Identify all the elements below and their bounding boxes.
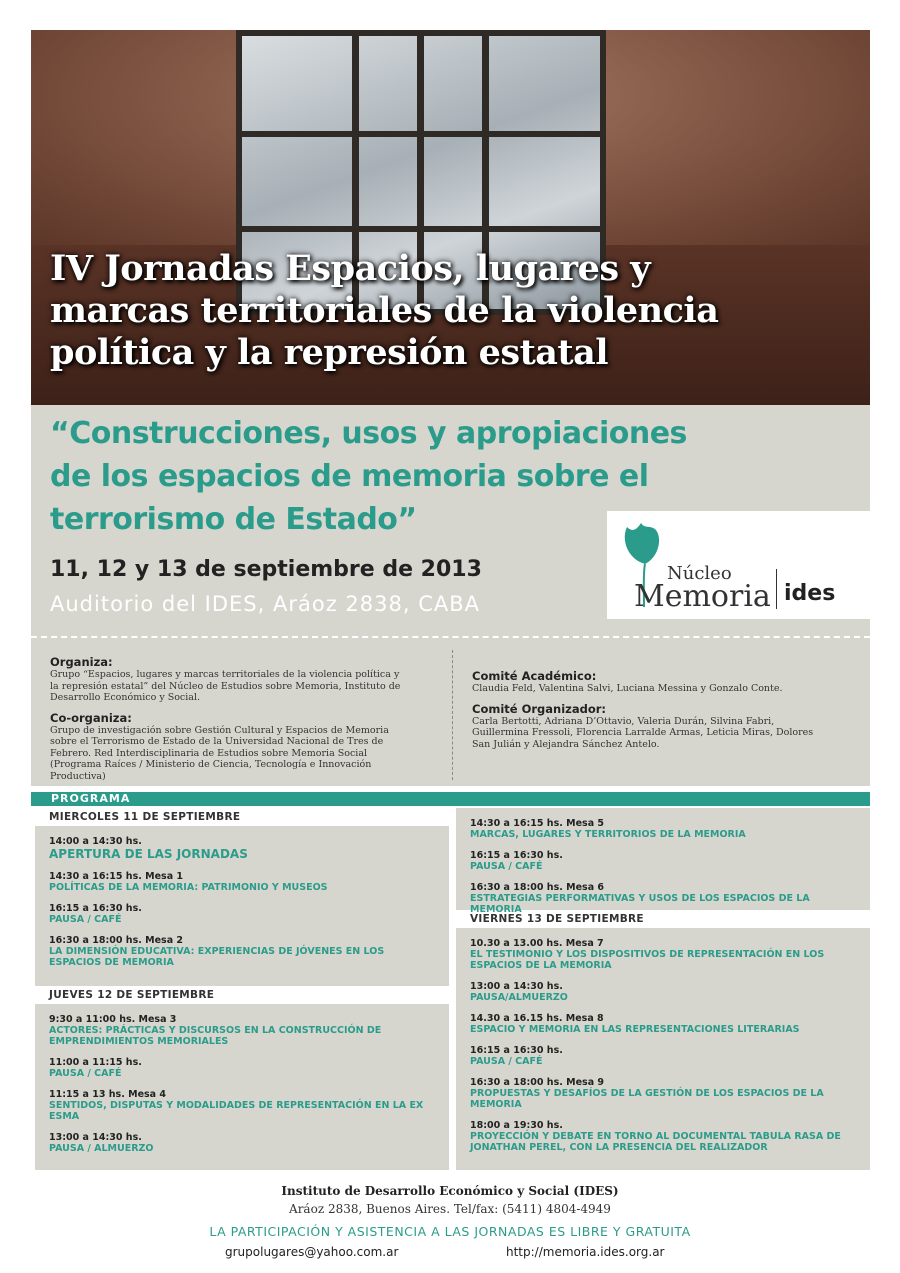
program-item (49, 1047, 435, 1079)
title-line: marcas territoriales de la violencia (50, 290, 719, 331)
academico-label: Comité Académico: (472, 669, 597, 683)
item-time: 13:00 a 14:30 hs. (49, 1132, 142, 1143)
program-item (49, 1004, 435, 1047)
window-transom (242, 131, 600, 137)
day-events (456, 808, 870, 915)
item-title: PAUSA/ALMUERZO (470, 992, 568, 1003)
logo-nucleo: Núcleo (667, 563, 732, 584)
footer-institution: Instituto de Desarrollo Económico y Social (IDES) (281, 1184, 619, 1198)
logo-divider (776, 569, 777, 609)
item-title: ACTORES: PRÁCTICAS Y DISCURSOS EN LA CONSTRUCCIÓN DE EMPRENDIMIENTOS MEMORIALES (49, 1025, 382, 1047)
item-time: 16:15 a 16:30 hs. (470, 1045, 563, 1056)
coorganiza-text: Grupo de investigación sobre Gestión Cultural y Espacios de Memoria sobre el Terrorismo de Estado de la Universidad Nacional de Tres de Febrero. Red Interdisciplinaria de Estudios sobre Memoria Social (Programa Raíces / Ministerio de Ciencia, Tecnología e Innovación Productiva) (50, 724, 389, 782)
event-dates: 11, 12 y 13 de septiembre de 2013 (50, 557, 482, 582)
day-events (35, 1004, 449, 1170)
organizers-left (50, 655, 410, 789)
event-title (50, 248, 850, 374)
nucleo-memoria-logo (607, 511, 870, 619)
program-item (470, 971, 856, 1003)
item-title: APERTURA DE LAS JORNADAS (49, 847, 248, 861)
item-title: PAUSA / CAFÉ (49, 914, 122, 925)
footer-address: Aráoz 2838, Buenos Aires. Tel/fax: (5411) 4804-4949 (289, 1202, 611, 1216)
organizador-text: Carla Bertotti, Adriana D’Ottavio, Valeria Durán, Silvina Fabri, Guillermina Fressoli, Florencia Larralde Armas, Leticia Miras, Dolores San Julián y Alejandra Sánchez Antelo. (472, 715, 814, 750)
item-time: 14.30 a 16.15 hs. Mesa 8 (470, 1013, 604, 1024)
organiza-text: Grupo “Espacios, lugares y marcas territoriales de la violencia política y la represión estatal” del Núcleo de Estudios sobre Memoria, Instituto de Desarrollo Económico y Social. (50, 669, 401, 703)
day-heading: VIERNES 13 DE SEPTIEMBRE (470, 913, 644, 925)
item-title: PAUSA / CAFÉ (470, 1056, 543, 1067)
day-heading: JUEVES 12 DE SEPTIEMBRE (49, 989, 215, 1001)
item-time: 18:00 a 19:30 hs. (470, 1120, 563, 1131)
footer-email-link[interactable]: grupolugares@yahoo.com.ar (225, 1245, 399, 1259)
subtitle-line: “Construcciones, usos y apropiaciones (50, 416, 687, 451)
item-time: 14:30 a 16:15 hs. Mesa 5 (470, 818, 605, 829)
item-title: PROPUESTAS Y DESAFÍOS DE LA GESTIÓN DE LOS ESPACIOS DE LA MEMORIA (470, 1088, 824, 1110)
program-item (49, 1079, 435, 1122)
item-title: MARCAS, LUGARES Y TERRITORIOS DE LA MEMORIA (470, 829, 746, 840)
program-item (470, 808, 856, 840)
footer-web-link[interactable]: http://memoria.ides.org.ar (506, 1245, 665, 1259)
item-time: 14:00 a 14:30 hs. (49, 836, 142, 847)
program-item (49, 861, 435, 893)
logo-ides: ides (784, 581, 836, 606)
program-item (470, 1110, 856, 1153)
program-item (49, 1122, 435, 1154)
item-time: 13:00 a 14:30 hs. (470, 981, 563, 992)
item-time: 11:15 a 13 hs. Mesa 4 (49, 1089, 167, 1100)
item-title: ESPACIO Y MEMORIA EN LAS REPRESENTACIONES LITERARIAS (470, 1024, 800, 1035)
program-item (470, 1035, 856, 1067)
organizers-right (472, 669, 822, 757)
day-events (456, 928, 870, 1170)
program-right-column (456, 808, 870, 1170)
item-time: 14:30 a 16:15 hs. Mesa 1 (49, 871, 184, 882)
day-events (35, 826, 449, 986)
program-left-column (35, 808, 449, 1170)
item-title: LA DIMENSIÓN EDUCATIVA: EXPERIENCIAS DE JÓVENES EN LOS ESPACIOS DE MEMORIA (49, 946, 385, 968)
program-item (49, 925, 435, 968)
title-line: política y la represión estatal (50, 332, 609, 373)
title-line: IV Jornadas Espacios, lugares y (50, 248, 651, 289)
program-item (470, 840, 856, 872)
day-heading: MIERCOLES 11 DE SEPTIEMBRE (49, 811, 241, 823)
coorganiza-label: Co-organiza: (50, 710, 132, 725)
item-time: 16:30 a 18:00 hs. Mesa 9 (470, 1077, 605, 1088)
item-title: PAUSA / CAFÉ (470, 861, 543, 872)
item-time: 11:00 a 11:15 hs. (49, 1057, 142, 1068)
item-title: ESTRATEGIAS PERFORMATIVAS Y USOS DE LOS ESPACIOS DE LA MEMORIA (470, 893, 810, 915)
item-time: 16:15 a 16:30 hs. (470, 850, 563, 861)
subtitle-line: de los espacios de memoria sobre el (50, 459, 649, 494)
dashed-divider (31, 636, 870, 638)
event-venue: Auditorio del IDES, Aráoz 2838, CABA (50, 592, 480, 616)
item-time: 9:30 a 11:00 hs. Mesa 3 (49, 1014, 177, 1025)
subtitle-line: terrorismo de Estado” (50, 502, 417, 537)
programa-bar (31, 792, 870, 806)
item-title: PROYECCIÓN Y DEBATE EN TORNO AL DOCUMENTAL TABULA RASA DE JONATHAN PEREL, CON LA PRESENCIA DEL REALIZADOR (470, 1131, 841, 1153)
item-title: POLÍTICAS DE LA MEMORIA: PATRIMONIO Y MUSEOS (49, 882, 328, 893)
program-item (470, 872, 856, 915)
academico-text: Claudia Feld, Valentina Salvi, Luciana Messina y Gonzalo Conte. (472, 683, 783, 694)
programa-label: PROGRAMA (51, 792, 131, 805)
item-title: PAUSA / ALMUERZO (49, 1143, 154, 1154)
program-item (470, 1003, 856, 1035)
item-title: EL TESTIMONIO Y LOS DISPOSITIVOS DE REPRESENTACIÓN EN LOS ESPACIOS DE LA MEMORIA (470, 949, 825, 971)
item-title: PAUSA / CAFÉ (49, 1068, 122, 1079)
logo-memoria: Memoria (634, 579, 771, 614)
organizers-separator (452, 650, 453, 780)
program-item (470, 1067, 856, 1110)
organiza-label: Organiza: (50, 655, 113, 669)
organizador-label: Comité Organizador: (472, 701, 606, 716)
item-time: 10.30 a 13.00 hs. Mesa 7 (470, 938, 604, 949)
item-time: 16:30 a 18:00 hs. Mesa 6 (470, 882, 605, 893)
program-item (49, 826, 435, 861)
item-time: 16:30 a 18:00 hs. Mesa 2 (49, 935, 184, 946)
footer-free-notice: LA PARTICIPACIÓN Y ASISTENCIA A LAS JORNADAS ES LIBRE Y GRATUITA (209, 1224, 691, 1239)
item-title: SENTIDOS, DISPUTAS Y MODALIDADES DE REPRESENTACIÓN EN LA EX ESMA (49, 1100, 424, 1122)
program-item (49, 893, 435, 925)
item-time: 16:15 a 16:30 hs. (49, 903, 142, 914)
program-item (470, 928, 856, 971)
window-transom (242, 226, 600, 232)
